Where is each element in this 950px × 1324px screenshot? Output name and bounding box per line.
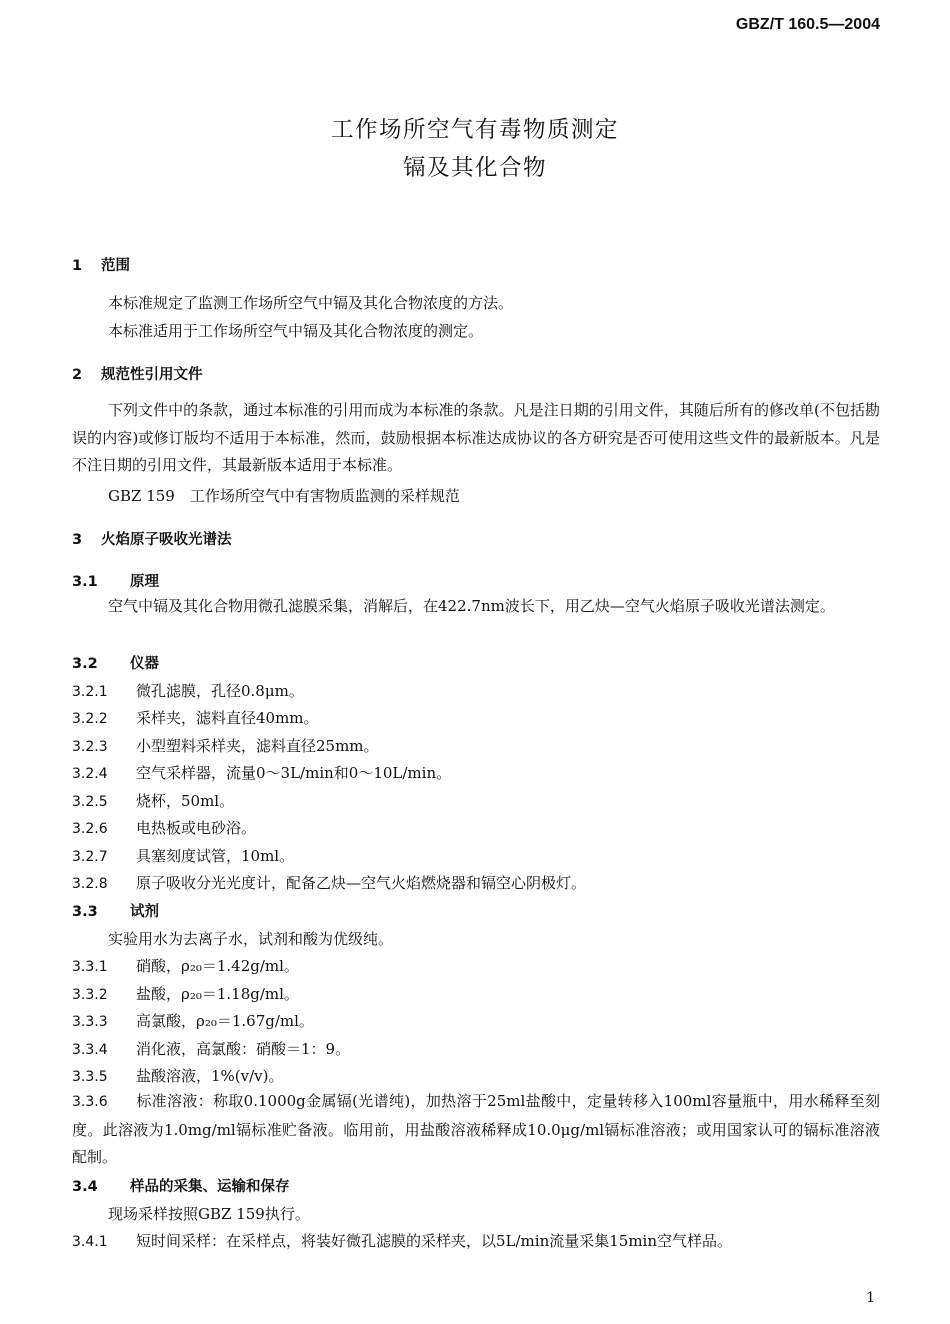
section-title: 仪器 [130, 656, 159, 672]
section-3-3-heading [72, 900, 159, 921]
s1-paragraph-1: 本标准规定了监测工作场所空气中镉及其化合物浓度的方法。 [108, 294, 514, 312]
list-item: 3.3.5 盐酸溶液，1%(v/v)。 [72, 1067, 284, 1085]
section-number: 3.4 [72, 1179, 98, 1195]
section-number: 3.2 [72, 656, 98, 672]
section-3-4-heading [72, 1175, 290, 1196]
page-number: 1 [866, 1290, 875, 1306]
section-3-1-heading [72, 570, 159, 591]
list-item: 3.3.6 标准溶液：称取0.1000g金属镉(光谱纯)，加热溶于25ml盐酸中，定量转移入100ml容量瓶中，用水稀释至刻度。此溶液为1.0mg/ml镉标准贮备液。临用前，用盐酸溶液稀释成10.0μg/ml镉标准溶液；或用国家认可的镉标准溶液配制。 [72, 1092, 880, 1166]
s31-paragraph: 空气中镉及其化合物用微孔滤膜采集，消解后，在422.7nm波长下，用乙炔—空气火焰原子吸收光谱法测定。 [108, 597, 835, 615]
section-title: 原理 [130, 574, 159, 590]
section-2-heading [72, 363, 203, 384]
s34-paragraph: 现场采样按照GBZ 159执行。 [108, 1205, 310, 1223]
section-3-2-heading [72, 652, 159, 673]
standard-code: GBZ/T 160.5—2004 [735, 16, 880, 33]
list-item: 3.2.8 原子吸收分光光度计，配备乙炔—空气火焰燃烧器和镉空心阴极灯。 [72, 874, 587, 892]
list-item: 3.3.3 高氯酸，ρ₂₀＝1.67g/ml。 [72, 1012, 314, 1030]
section-1-heading [72, 254, 130, 275]
section-number: 2 [72, 367, 83, 383]
section-number: 3.1 [72, 574, 98, 590]
s2-reference: GBZ 159 工作场所空气中有害物质监测的采样规范 [108, 487, 460, 505]
list-item: 3.2.6 电热板或电砂浴。 [72, 819, 257, 837]
section-number: 3.3 [72, 904, 98, 920]
s2-paragraph: 下列文件中的条款，通过本标准的引用而成为本标准的条款。凡是注日期的引用文件，其随后所有的修改单(不包括勘误的内容)或修订版均不适用于本标准，然而，鼓励根据本标准达成协议的各方研究是否可使用这些文件的最新版本。凡是不注日期的引用文件，其最新版本适用于本标准。 [72, 401, 880, 474]
list-item: 3.3.4 消化液，高氯酸：硝酸＝1：9。 [72, 1040, 351, 1058]
section-number: 1 [72, 258, 83, 274]
list-item: 3.2.3 小型塑料采样夹，滤料直径25mm。 [72, 737, 379, 755]
s33-paragraph: 实验用水为去离子水，试剂和酸为优级纯。 [108, 930, 394, 948]
list-item: 3.2.5 烧杯，50ml。 [72, 792, 235, 810]
section-title: 样品的采集、运输和保存 [130, 1179, 290, 1195]
list-item: 3.3.1 硝酸，ρ₂₀＝1.42g/ml。 [72, 957, 299, 975]
s1-paragraph-2: 本标准适用于工作场所空气中镉及其化合物浓度的测定。 [108, 322, 484, 340]
section-title: 火焰原子吸收光谱法 [101, 532, 232, 548]
section-title: 试剂 [130, 904, 159, 920]
section-number: 3 [72, 532, 83, 548]
doc-title-line1: 工作场所空气有毒物质测定 [330, 117, 619, 143]
list-item: 3.2.7 具塞刻度试管，10ml。 [72, 847, 295, 865]
list-item: 3.2.1 微孔滤膜，孔径0.8μm。 [72, 682, 304, 700]
list-item: 3.2.2 采样夹，滤料直径40mm。 [72, 709, 319, 727]
doc-title-line2: 镉及其化合物 [402, 155, 547, 181]
list-item: 3.2.4 空气采样器，流量0～3L/min和0～10L/min。 [72, 764, 452, 782]
list-item: 3.4.1 短时间采样：在采样点，将装好微孔滤膜的采样夹，以5L/min流量采集15min空气样品。 [72, 1232, 733, 1250]
section-3-heading [72, 528, 232, 549]
section-title: 规范性引用文件 [101, 367, 203, 383]
list-item: 3.3.2 盐酸，ρ₂₀＝1.18g/ml。 [72, 985, 299, 1003]
section-title: 范围 [101, 258, 130, 274]
